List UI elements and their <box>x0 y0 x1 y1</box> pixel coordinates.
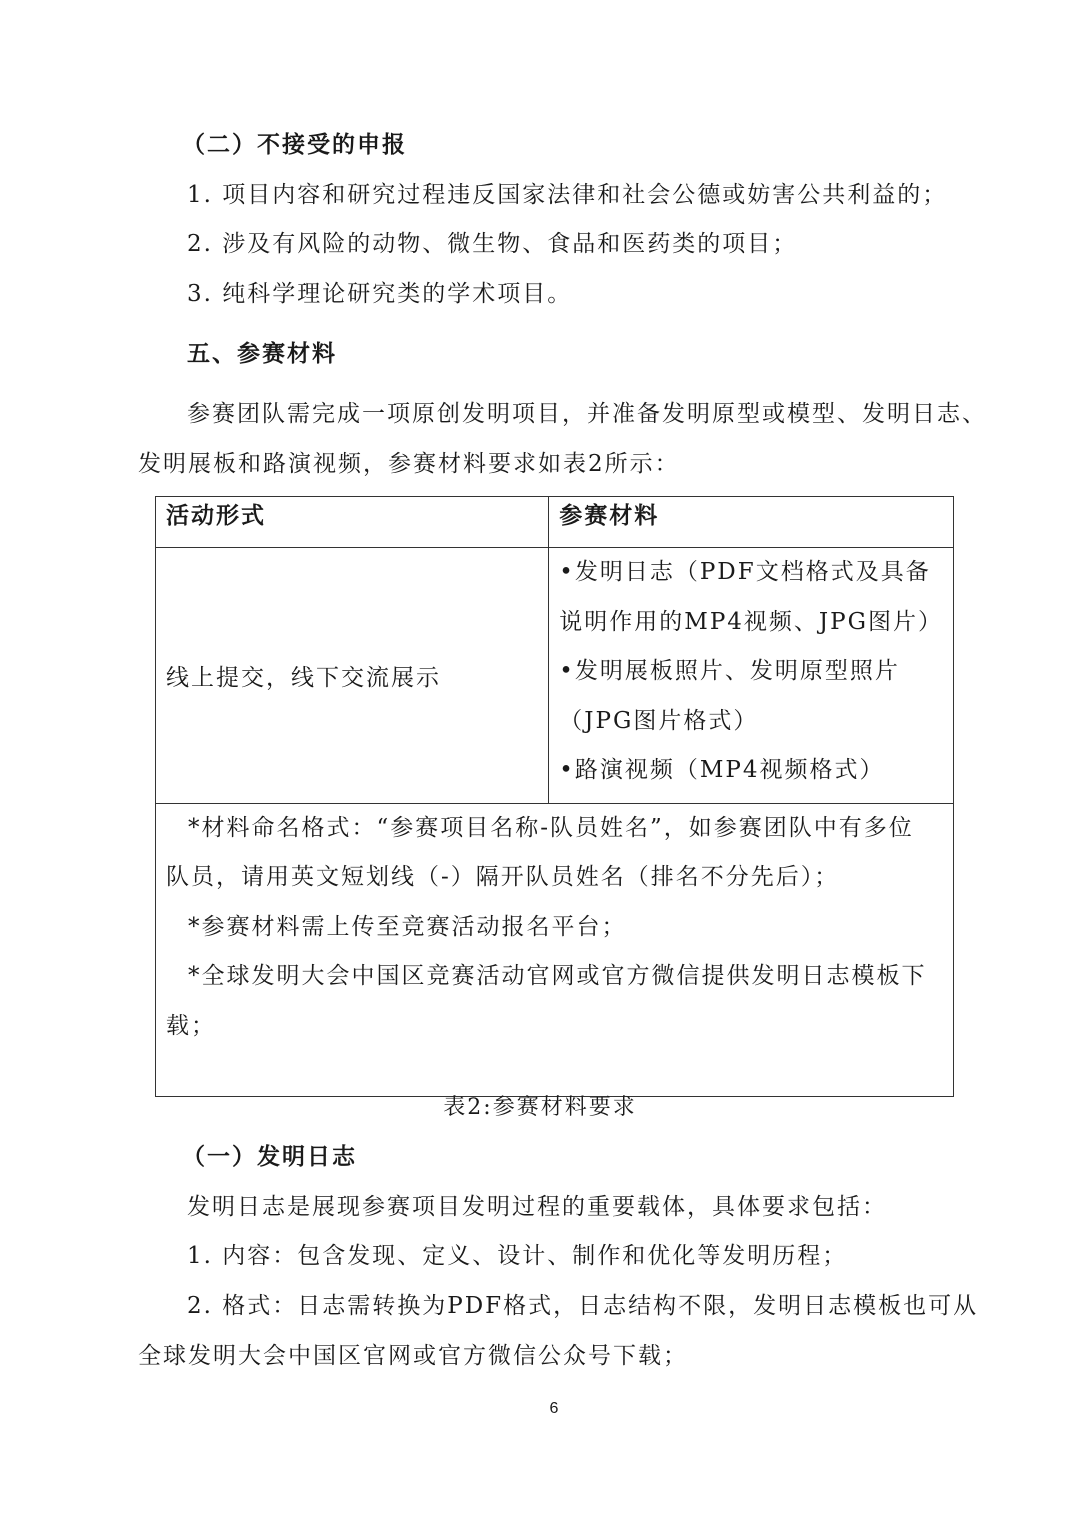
activity-form-text: 线上提交，线下交流展示 <box>166 664 441 691</box>
materials-line-3: •发明展板照片、发明原型照片 <box>559 658 900 684</box>
table-caption: 表2:参赛材料要求 <box>443 1095 637 1120</box>
table-row <box>156 548 954 804</box>
table-header-row <box>156 497 954 548</box>
materials-line-5: •路演视频（MP4视频格式） <box>559 757 885 783</box>
page-number: 6 <box>549 1400 559 1417</box>
materials-line-1: •发明日志（PDF文档格式及具备 <box>559 559 931 585</box>
table-notes-row <box>156 803 954 1096</box>
section-heading-rejected: （二）不接受的申报 <box>182 132 407 158</box>
note-line-5: 载； <box>166 1012 216 1039</box>
table-cell-activity-form <box>156 548 549 804</box>
journal-line-2: 1. 内容：包含发现、定义、设计、制作和优化等发明历程； <box>187 1243 848 1269</box>
journal-line-4: 全球发明大会中国区官网或官方微信公众号下载； <box>138 1343 688 1369</box>
section-heading-materials: 五、参赛材料 <box>187 341 337 367</box>
journal-line-3: 2. 格式：日志需转换为PDF格式，日志结构不限，发明日志模板也可从 <box>187 1293 979 1319</box>
journal-line-1: 发明日志是展现参赛项目发明过程的重要载体，具体要求包括： <box>187 1194 887 1220</box>
section-heading-journal: （一）发明日志 <box>182 1144 357 1170</box>
intro-paragraph-line-1: 参赛团队需完成一项原创发明项目，并准备发明原型或模型、发明日志、 <box>187 401 987 427</box>
table-notes-cell <box>156 803 954 1096</box>
note-line-3: *参赛材料需上传至竞赛活动报名平台； <box>188 913 627 940</box>
intro-paragraph-line-2: 发明展板和路演视频，参赛材料要求如表2所示： <box>138 451 680 477</box>
table-header-activity-form: 活动形式 <box>156 497 549 548</box>
materials-table <box>155 496 954 1097</box>
materials-line-2: 说明作用的MP4视频、JPG图片） <box>559 608 943 635</box>
note-line-4: *全球发明大会中国区竞赛活动官网或官方微信提供发明日志模板下 <box>188 963 927 989</box>
materials-line-4: （JPG图片格式） <box>559 707 759 734</box>
rejected-item-2: 2. 涉及有风险的动物、微生物、食品和医药类的项目； <box>187 231 798 257</box>
table-header-materials: 参赛材料 <box>549 497 954 548</box>
rejected-item-1: 1. 项目内容和研究过程违反国家法律和社会公德或妨害公共利益的； <box>187 182 948 208</box>
rejected-item-3: 3. 纯科学理论研究类的学术项目。 <box>187 281 573 307</box>
note-line-1: *材料命名格式：“参赛项目名称-队员姓名”，如参赛团队中有多位 <box>188 814 914 841</box>
table-cell-materials <box>549 548 954 804</box>
note-line-2: 队员，请用英文短划线（-）隔开队员姓名（排名不分先后）； <box>166 864 840 890</box>
